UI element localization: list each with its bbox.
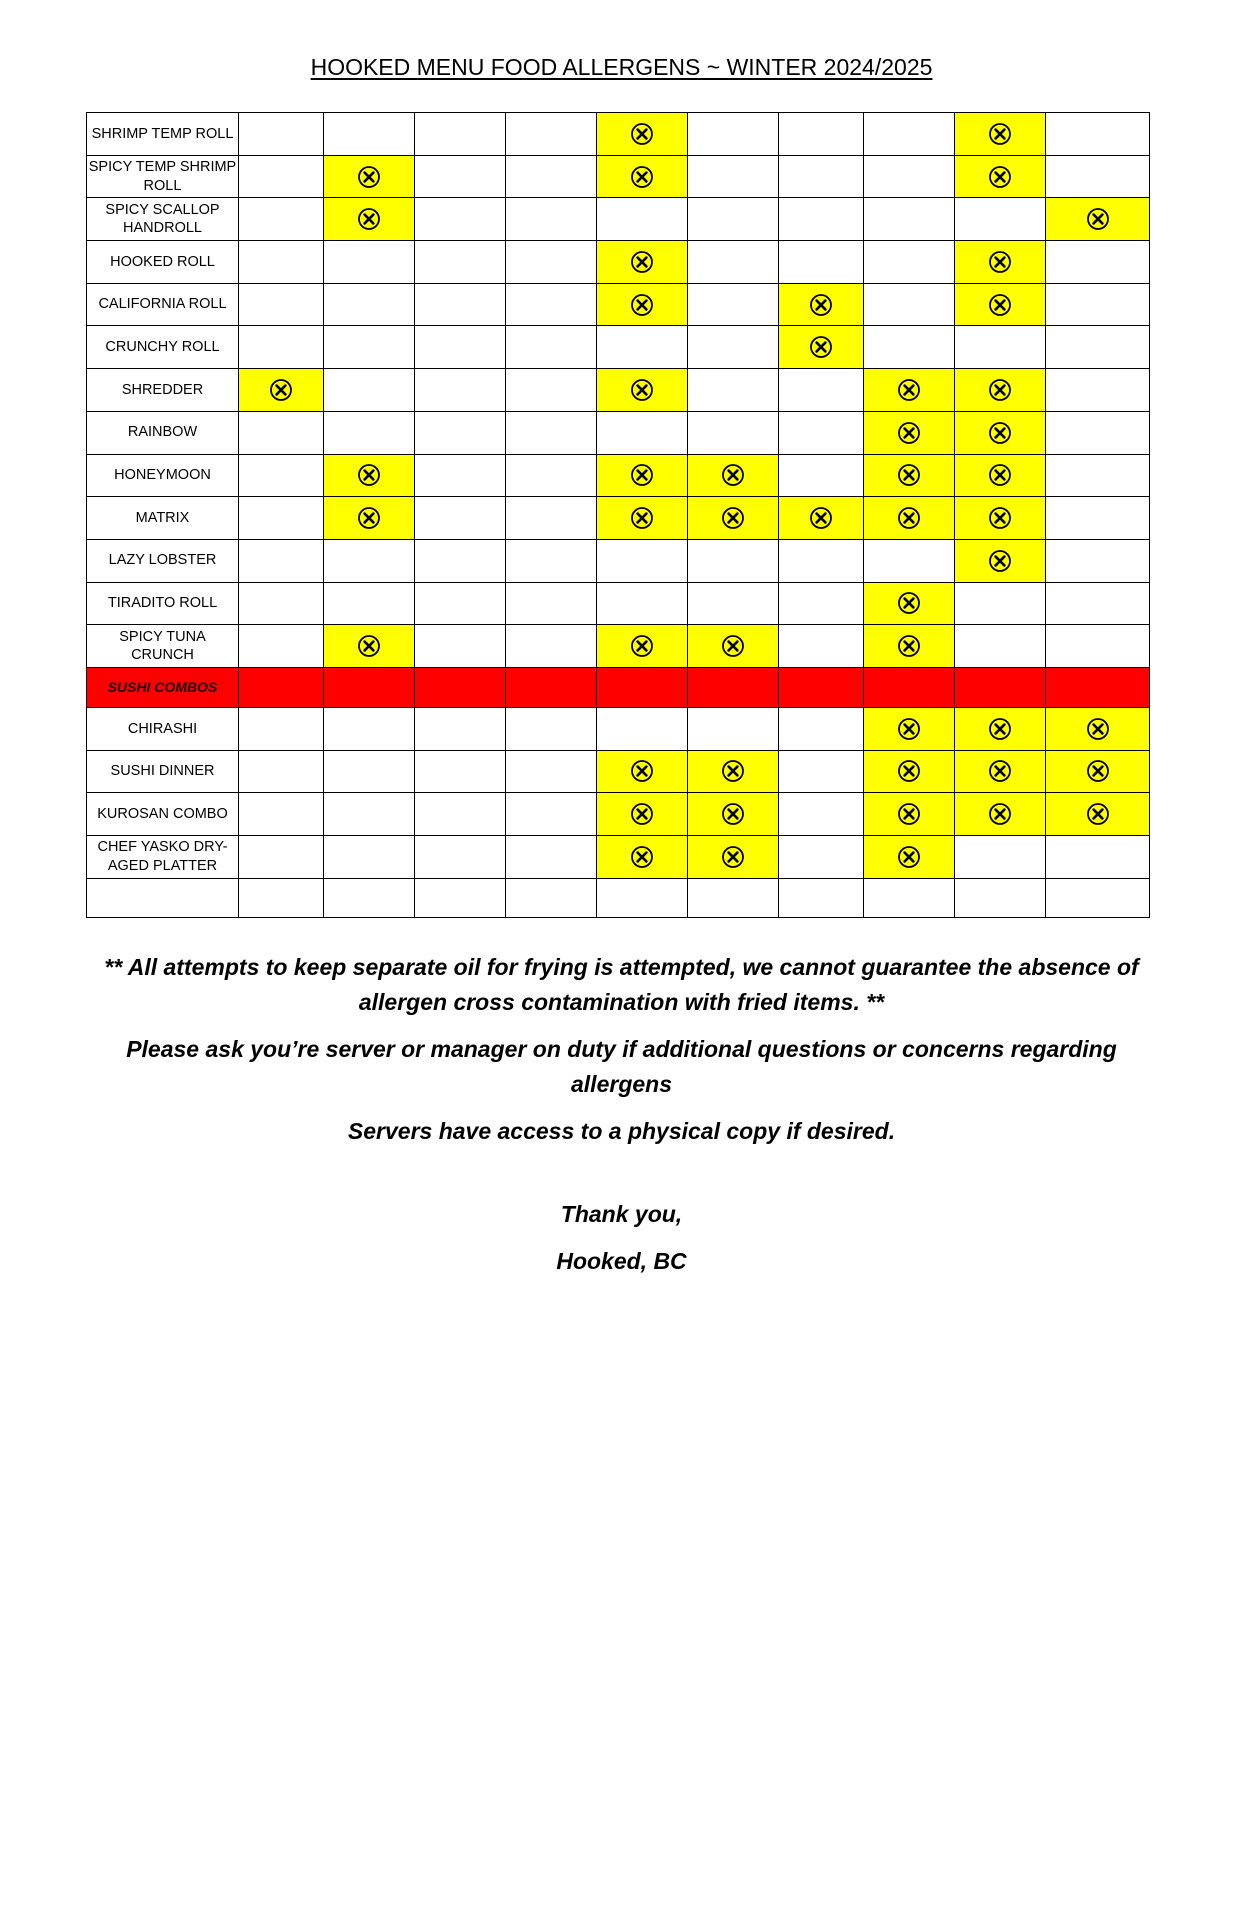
- allergen-empty-cell: [506, 750, 597, 793]
- allergen-marked-cell: [864, 625, 955, 668]
- allergen-empty-cell: [688, 539, 779, 582]
- allergen-empty-cell: [955, 198, 1046, 241]
- allergen-empty-cell: [324, 836, 415, 879]
- menu-item-name: CHIRASHI: [87, 707, 239, 750]
- empty-cell: [415, 878, 506, 917]
- empty-cell: [955, 878, 1046, 917]
- allergen-empty-cell: [955, 326, 1046, 369]
- allergen-empty-cell: [506, 497, 597, 540]
- section-cell: [506, 667, 597, 707]
- allergen-empty-cell: [688, 241, 779, 284]
- allergen-empty-cell: [864, 326, 955, 369]
- allergen-empty-cell: [1046, 113, 1150, 156]
- allergen-empty-cell: [597, 707, 688, 750]
- page-title: HOOKED MENU FOOD ALLERGENS ~ WINTER 2024/2025: [310, 54, 933, 80]
- circle-x-icon: [357, 207, 381, 231]
- menu-item-name: RAINBOW: [87, 411, 239, 454]
- allergen-empty-cell: [415, 497, 506, 540]
- circle-x-icon: [630, 122, 654, 146]
- allergen-empty-cell: [506, 454, 597, 497]
- allergen-empty-cell: [239, 113, 324, 156]
- allergen-marked-cell: [955, 793, 1046, 836]
- physical-copy-note: Servers have access to a physical copy if desired.: [347, 1118, 896, 1144]
- section-cell: [324, 667, 415, 707]
- section-cell: [864, 667, 955, 707]
- allergen-marked-cell: [324, 497, 415, 540]
- allergen-empty-cell: [779, 625, 864, 668]
- allergen-empty-cell: [597, 582, 688, 625]
- allergen-empty-cell: [415, 582, 506, 625]
- menu-item-row: [87, 836, 1150, 879]
- allergen-empty-cell: [688, 582, 779, 625]
- allergen-empty-cell: [506, 707, 597, 750]
- allergen-empty-cell: [239, 411, 324, 454]
- circle-x-icon: [988, 717, 1012, 741]
- allergen-empty-cell: [506, 283, 597, 326]
- circle-x-icon: [988, 250, 1012, 274]
- menu-item-row: [87, 454, 1150, 497]
- allergen-empty-cell: [506, 326, 597, 369]
- allergen-marked-cell: [864, 411, 955, 454]
- allergen-empty-cell: [779, 113, 864, 156]
- allergen-empty-cell: [864, 113, 955, 156]
- menu-item-name: SPICY TUNA CRUNCH: [87, 625, 239, 668]
- allergen-marked-cell: [1046, 198, 1150, 241]
- circle-x-icon: [630, 378, 654, 402]
- circle-x-icon: [897, 802, 921, 826]
- circle-x-icon: [988, 463, 1012, 487]
- allergen-empty-cell: [324, 113, 415, 156]
- circle-x-icon: [897, 463, 921, 487]
- allergen-marked-cell: [955, 497, 1046, 540]
- circle-x-icon: [630, 293, 654, 317]
- circle-x-icon: [988, 293, 1012, 317]
- allergen-empty-cell: [955, 625, 1046, 668]
- allergen-marked-cell: [597, 369, 688, 412]
- allergen-empty-cell: [597, 539, 688, 582]
- circle-x-icon: [630, 463, 654, 487]
- circle-x-icon: [721, 759, 745, 783]
- section-cell: [239, 667, 324, 707]
- allergen-marked-cell: [688, 497, 779, 540]
- allergen-marked-cell: [324, 155, 415, 198]
- allergen-marked-cell: [864, 454, 955, 497]
- allergen-empty-cell: [864, 198, 955, 241]
- empty-cell: [87, 878, 239, 917]
- circle-x-icon: [897, 717, 921, 741]
- menu-item-row: [87, 707, 1150, 750]
- empty-cell: [1046, 878, 1150, 917]
- empty-cell: [506, 878, 597, 917]
- circle-x-icon: [988, 802, 1012, 826]
- menu-item-row: [87, 625, 1150, 668]
- allergen-empty-cell: [324, 793, 415, 836]
- allergen-empty-cell: [1046, 582, 1150, 625]
- allergen-empty-cell: [506, 113, 597, 156]
- menu-item-name: TIRADITO ROLL: [87, 582, 239, 625]
- menu-item-name: CHEF YASKO DRY-AGED PLATTER: [87, 836, 239, 879]
- circle-x-icon: [809, 506, 833, 530]
- menu-item-row: [87, 750, 1150, 793]
- allergen-empty-cell: [1046, 454, 1150, 497]
- allergen-empty-cell: [688, 283, 779, 326]
- allergen-empty-cell: [779, 369, 864, 412]
- allergen-marked-cell: [1046, 750, 1150, 793]
- allergen-marked-cell: [955, 707, 1046, 750]
- allergen-empty-cell: [324, 750, 415, 793]
- circle-x-icon: [357, 506, 381, 530]
- allergen-empty-cell: [506, 411, 597, 454]
- allergen-table: [86, 112, 1150, 918]
- circle-x-icon: [988, 378, 1012, 402]
- allergen-empty-cell: [324, 283, 415, 326]
- allergen-empty-cell: [239, 793, 324, 836]
- signature: Hooked, BC: [556, 1248, 687, 1274]
- allergen-marked-cell: [955, 369, 1046, 412]
- circle-x-icon: [897, 506, 921, 530]
- allergen-marked-cell: [864, 836, 955, 879]
- allergen-empty-cell: [864, 155, 955, 198]
- menu-item-name: HONEYMOON: [87, 454, 239, 497]
- circle-x-icon: [988, 549, 1012, 573]
- allergen-empty-cell: [1046, 411, 1150, 454]
- allergen-empty-cell: [1046, 369, 1150, 412]
- allergen-empty-cell: [415, 750, 506, 793]
- allergen-empty-cell: [239, 198, 324, 241]
- menu-item-name: MATRIX: [87, 497, 239, 540]
- menu-item-name: CALIFORNIA ROLL: [87, 283, 239, 326]
- allergen-marked-cell: [955, 283, 1046, 326]
- allergen-empty-cell: [415, 326, 506, 369]
- allergen-empty-cell: [415, 707, 506, 750]
- allergen-empty-cell: [864, 539, 955, 582]
- allergen-empty-cell: [506, 539, 597, 582]
- allergen-empty-cell: [415, 836, 506, 879]
- allergen-empty-cell: [324, 369, 415, 412]
- circle-x-icon: [721, 845, 745, 869]
- circle-x-icon: [357, 463, 381, 487]
- allergen-empty-cell: [1046, 836, 1150, 879]
- allergen-empty-cell: [239, 582, 324, 625]
- allergen-empty-cell: [688, 155, 779, 198]
- empty-cell: [688, 878, 779, 917]
- allergen-marked-cell: [955, 155, 1046, 198]
- allergen-marked-cell: [597, 497, 688, 540]
- allergen-marked-cell: [864, 793, 955, 836]
- allergen-empty-cell: [1046, 539, 1150, 582]
- allergen-empty-cell: [239, 836, 324, 879]
- allergen-marked-cell: [955, 411, 1046, 454]
- allergen-marked-cell: [324, 198, 415, 241]
- allergen-empty-cell: [506, 836, 597, 879]
- menu-item-name: SUSHI DINNER: [87, 750, 239, 793]
- allergen-empty-cell: [597, 411, 688, 454]
- allergen-table-body: [87, 113, 1150, 918]
- circle-x-icon: [988, 165, 1012, 189]
- circle-x-icon: [809, 335, 833, 359]
- allergen-empty-cell: [779, 582, 864, 625]
- allergen-empty-cell: [779, 707, 864, 750]
- allergen-marked-cell: [688, 454, 779, 497]
- menu-item-name: CRUNCHY ROLL: [87, 326, 239, 369]
- circle-x-icon: [1086, 207, 1110, 231]
- allergen-empty-cell: [688, 198, 779, 241]
- allergen-empty-cell: [239, 454, 324, 497]
- menu-item-name: SHRIMP TEMP ROLL: [87, 113, 239, 156]
- footer-notes: [90, 950, 1153, 1279]
- allergen-empty-cell: [688, 369, 779, 412]
- circle-x-icon: [721, 506, 745, 530]
- menu-item-row: [87, 155, 1150, 198]
- empty-cell: [864, 878, 955, 917]
- circle-x-icon: [721, 634, 745, 658]
- allergen-empty-cell: [506, 625, 597, 668]
- circle-x-icon: [897, 591, 921, 615]
- allergen-empty-cell: [506, 369, 597, 412]
- circle-x-icon: [630, 250, 654, 274]
- ask-server-note: Please ask you’re server or manager on duty if additional questions or concerns regarding allergens: [126, 1036, 1117, 1097]
- allergen-empty-cell: [779, 198, 864, 241]
- circle-x-icon: [357, 165, 381, 189]
- fryer-disclaimer: ** All attempts to keep separate oil for frying is attempted, we cannot guarantee the absence of allergen cross contamination with fried items. **: [104, 954, 1139, 1015]
- allergen-empty-cell: [1046, 326, 1150, 369]
- allergen-empty-cell: [506, 155, 597, 198]
- allergen-empty-cell: [1046, 283, 1150, 326]
- menu-item-row: [87, 582, 1150, 625]
- circle-x-icon: [988, 122, 1012, 146]
- allergen-marked-cell: [1046, 793, 1150, 836]
- section-cell: [415, 667, 506, 707]
- allergen-empty-cell: [239, 750, 324, 793]
- section-cell: [1046, 667, 1150, 707]
- empty-cell: [597, 878, 688, 917]
- allergen-marked-cell: [1046, 707, 1150, 750]
- allergen-empty-cell: [239, 283, 324, 326]
- allergen-empty-cell: [324, 241, 415, 284]
- circle-x-icon: [269, 378, 293, 402]
- menu-item-row: [87, 539, 1150, 582]
- section-cell: [955, 667, 1046, 707]
- allergen-empty-cell: [324, 582, 415, 625]
- allergen-empty-cell: [415, 113, 506, 156]
- allergen-marked-cell: [597, 241, 688, 284]
- allergen-empty-cell: [415, 625, 506, 668]
- allergen-marked-cell: [597, 750, 688, 793]
- allergen-marked-cell: [955, 454, 1046, 497]
- allergen-empty-cell: [1046, 155, 1150, 198]
- allergen-marked-cell: [597, 454, 688, 497]
- menu-item-name: SPICY SCALLOP HANDROLL: [87, 198, 239, 241]
- allergen-empty-cell: [779, 750, 864, 793]
- allergen-marked-cell: [864, 497, 955, 540]
- allergen-marked-cell: [688, 836, 779, 879]
- allergen-empty-cell: [779, 793, 864, 836]
- allergen-marked-cell: [597, 283, 688, 326]
- allergen-marked-cell: [955, 750, 1046, 793]
- thank-you: Thank you,: [560, 1201, 683, 1227]
- circle-x-icon: [988, 421, 1012, 445]
- menu-item-row: [87, 283, 1150, 326]
- allergen-empty-cell: [1046, 241, 1150, 284]
- allergen-empty-cell: [779, 411, 864, 454]
- allergen-empty-cell: [239, 539, 324, 582]
- allergen-empty-cell: [955, 582, 1046, 625]
- allergen-empty-cell: [324, 411, 415, 454]
- allergen-empty-cell: [415, 369, 506, 412]
- circle-x-icon: [897, 845, 921, 869]
- allergen-empty-cell: [239, 326, 324, 369]
- allergen-empty-cell: [415, 793, 506, 836]
- allergen-empty-cell: [239, 155, 324, 198]
- allergen-empty-cell: [1046, 625, 1150, 668]
- allergen-empty-cell: [415, 198, 506, 241]
- circle-x-icon: [988, 759, 1012, 783]
- circle-x-icon: [1086, 717, 1110, 741]
- circle-x-icon: [630, 634, 654, 658]
- allergen-empty-cell: [415, 411, 506, 454]
- allergen-marked-cell: [597, 625, 688, 668]
- section-cell: [779, 667, 864, 707]
- circle-x-icon: [721, 802, 745, 826]
- circle-x-icon: [897, 634, 921, 658]
- allergen-empty-cell: [688, 326, 779, 369]
- menu-item-row: [87, 241, 1150, 284]
- allergen-marked-cell: [597, 113, 688, 156]
- allergen-empty-cell: [239, 625, 324, 668]
- allergen-empty-cell: [506, 793, 597, 836]
- menu-item-row: [87, 793, 1150, 836]
- section-cell: [688, 667, 779, 707]
- allergen-marked-cell: [779, 283, 864, 326]
- allergen-empty-cell: [415, 283, 506, 326]
- allergen-empty-cell: [779, 539, 864, 582]
- allergen-empty-cell: [779, 155, 864, 198]
- circle-x-icon: [721, 463, 745, 487]
- allergen-marked-cell: [864, 369, 955, 412]
- allergen-marked-cell: [955, 241, 1046, 284]
- allergen-empty-cell: [239, 707, 324, 750]
- section-label: SUSHI COMBOS: [87, 667, 239, 707]
- allergen-empty-cell: [239, 241, 324, 284]
- section-cell: [597, 667, 688, 707]
- allergen-empty-cell: [415, 241, 506, 284]
- circle-x-icon: [897, 421, 921, 445]
- allergen-marked-cell: [955, 539, 1046, 582]
- allergen-empty-cell: [688, 113, 779, 156]
- allergen-empty-cell: [779, 836, 864, 879]
- menu-item-row: [87, 411, 1150, 454]
- circle-x-icon: [1086, 802, 1110, 826]
- allergen-empty-cell: [324, 707, 415, 750]
- menu-item-row: [87, 369, 1150, 412]
- allergen-empty-cell: [688, 411, 779, 454]
- allergen-marked-cell: [779, 497, 864, 540]
- menu-item-name: LAZY LOBSTER: [87, 539, 239, 582]
- allergen-empty-cell: [955, 836, 1046, 879]
- circle-x-icon: [1086, 759, 1110, 783]
- allergen-empty-cell: [415, 155, 506, 198]
- allergen-empty-cell: [324, 326, 415, 369]
- circle-x-icon: [357, 634, 381, 658]
- allergen-empty-cell: [506, 582, 597, 625]
- allergen-empty-cell: [324, 539, 415, 582]
- allergen-empty-cell: [779, 454, 864, 497]
- allergen-marked-cell: [864, 750, 955, 793]
- allergen-empty-cell: [597, 198, 688, 241]
- menu-item-name: SPICY TEMP SHRIMP ROLL: [87, 155, 239, 198]
- circle-x-icon: [809, 293, 833, 317]
- menu-item-name: SHREDDER: [87, 369, 239, 412]
- allergen-marked-cell: [688, 625, 779, 668]
- allergen-empty-cell: [688, 707, 779, 750]
- allergen-marked-cell: [864, 707, 955, 750]
- menu-item-name: HOOKED ROLL: [87, 241, 239, 284]
- empty-cell: [324, 878, 415, 917]
- allergen-marked-cell: [597, 793, 688, 836]
- menu-item-row: [87, 497, 1150, 540]
- allergen-marked-cell: [688, 750, 779, 793]
- allergen-empty-cell: [864, 283, 955, 326]
- allergen-marked-cell: [864, 582, 955, 625]
- allergen-marked-cell: [597, 155, 688, 198]
- allergen-empty-cell: [239, 497, 324, 540]
- menu-item-row: [87, 326, 1150, 369]
- empty-cell: [779, 878, 864, 917]
- allergen-empty-cell: [864, 241, 955, 284]
- circle-x-icon: [630, 845, 654, 869]
- circle-x-icon: [630, 165, 654, 189]
- circle-x-icon: [897, 759, 921, 783]
- circle-x-icon: [988, 506, 1012, 530]
- circle-x-icon: [630, 802, 654, 826]
- circle-x-icon: [630, 759, 654, 783]
- circle-x-icon: [630, 506, 654, 530]
- circle-x-icon: [897, 378, 921, 402]
- menu-item-name: KUROSAN COMBO: [87, 793, 239, 836]
- allergen-empty-cell: [506, 241, 597, 284]
- allergen-empty-cell: [415, 539, 506, 582]
- allergen-empty-cell: [779, 241, 864, 284]
- allergen-marked-cell: [324, 625, 415, 668]
- allergen-empty-cell: [506, 198, 597, 241]
- empty-row: [87, 878, 1150, 917]
- allergen-marked-cell: [688, 793, 779, 836]
- allergen-marked-cell: [324, 454, 415, 497]
- allergen-marked-cell: [779, 326, 864, 369]
- allergen-empty-cell: [415, 454, 506, 497]
- allergen-marked-cell: [955, 113, 1046, 156]
- empty-cell: [239, 878, 324, 917]
- allergen-empty-cell: [597, 326, 688, 369]
- allergen-marked-cell: [597, 836, 688, 879]
- menu-item-row: [87, 198, 1150, 241]
- allergen-empty-cell: [1046, 497, 1150, 540]
- section-row: [87, 667, 1150, 707]
- menu-item-row: [87, 113, 1150, 156]
- allergen-marked-cell: [239, 369, 324, 412]
